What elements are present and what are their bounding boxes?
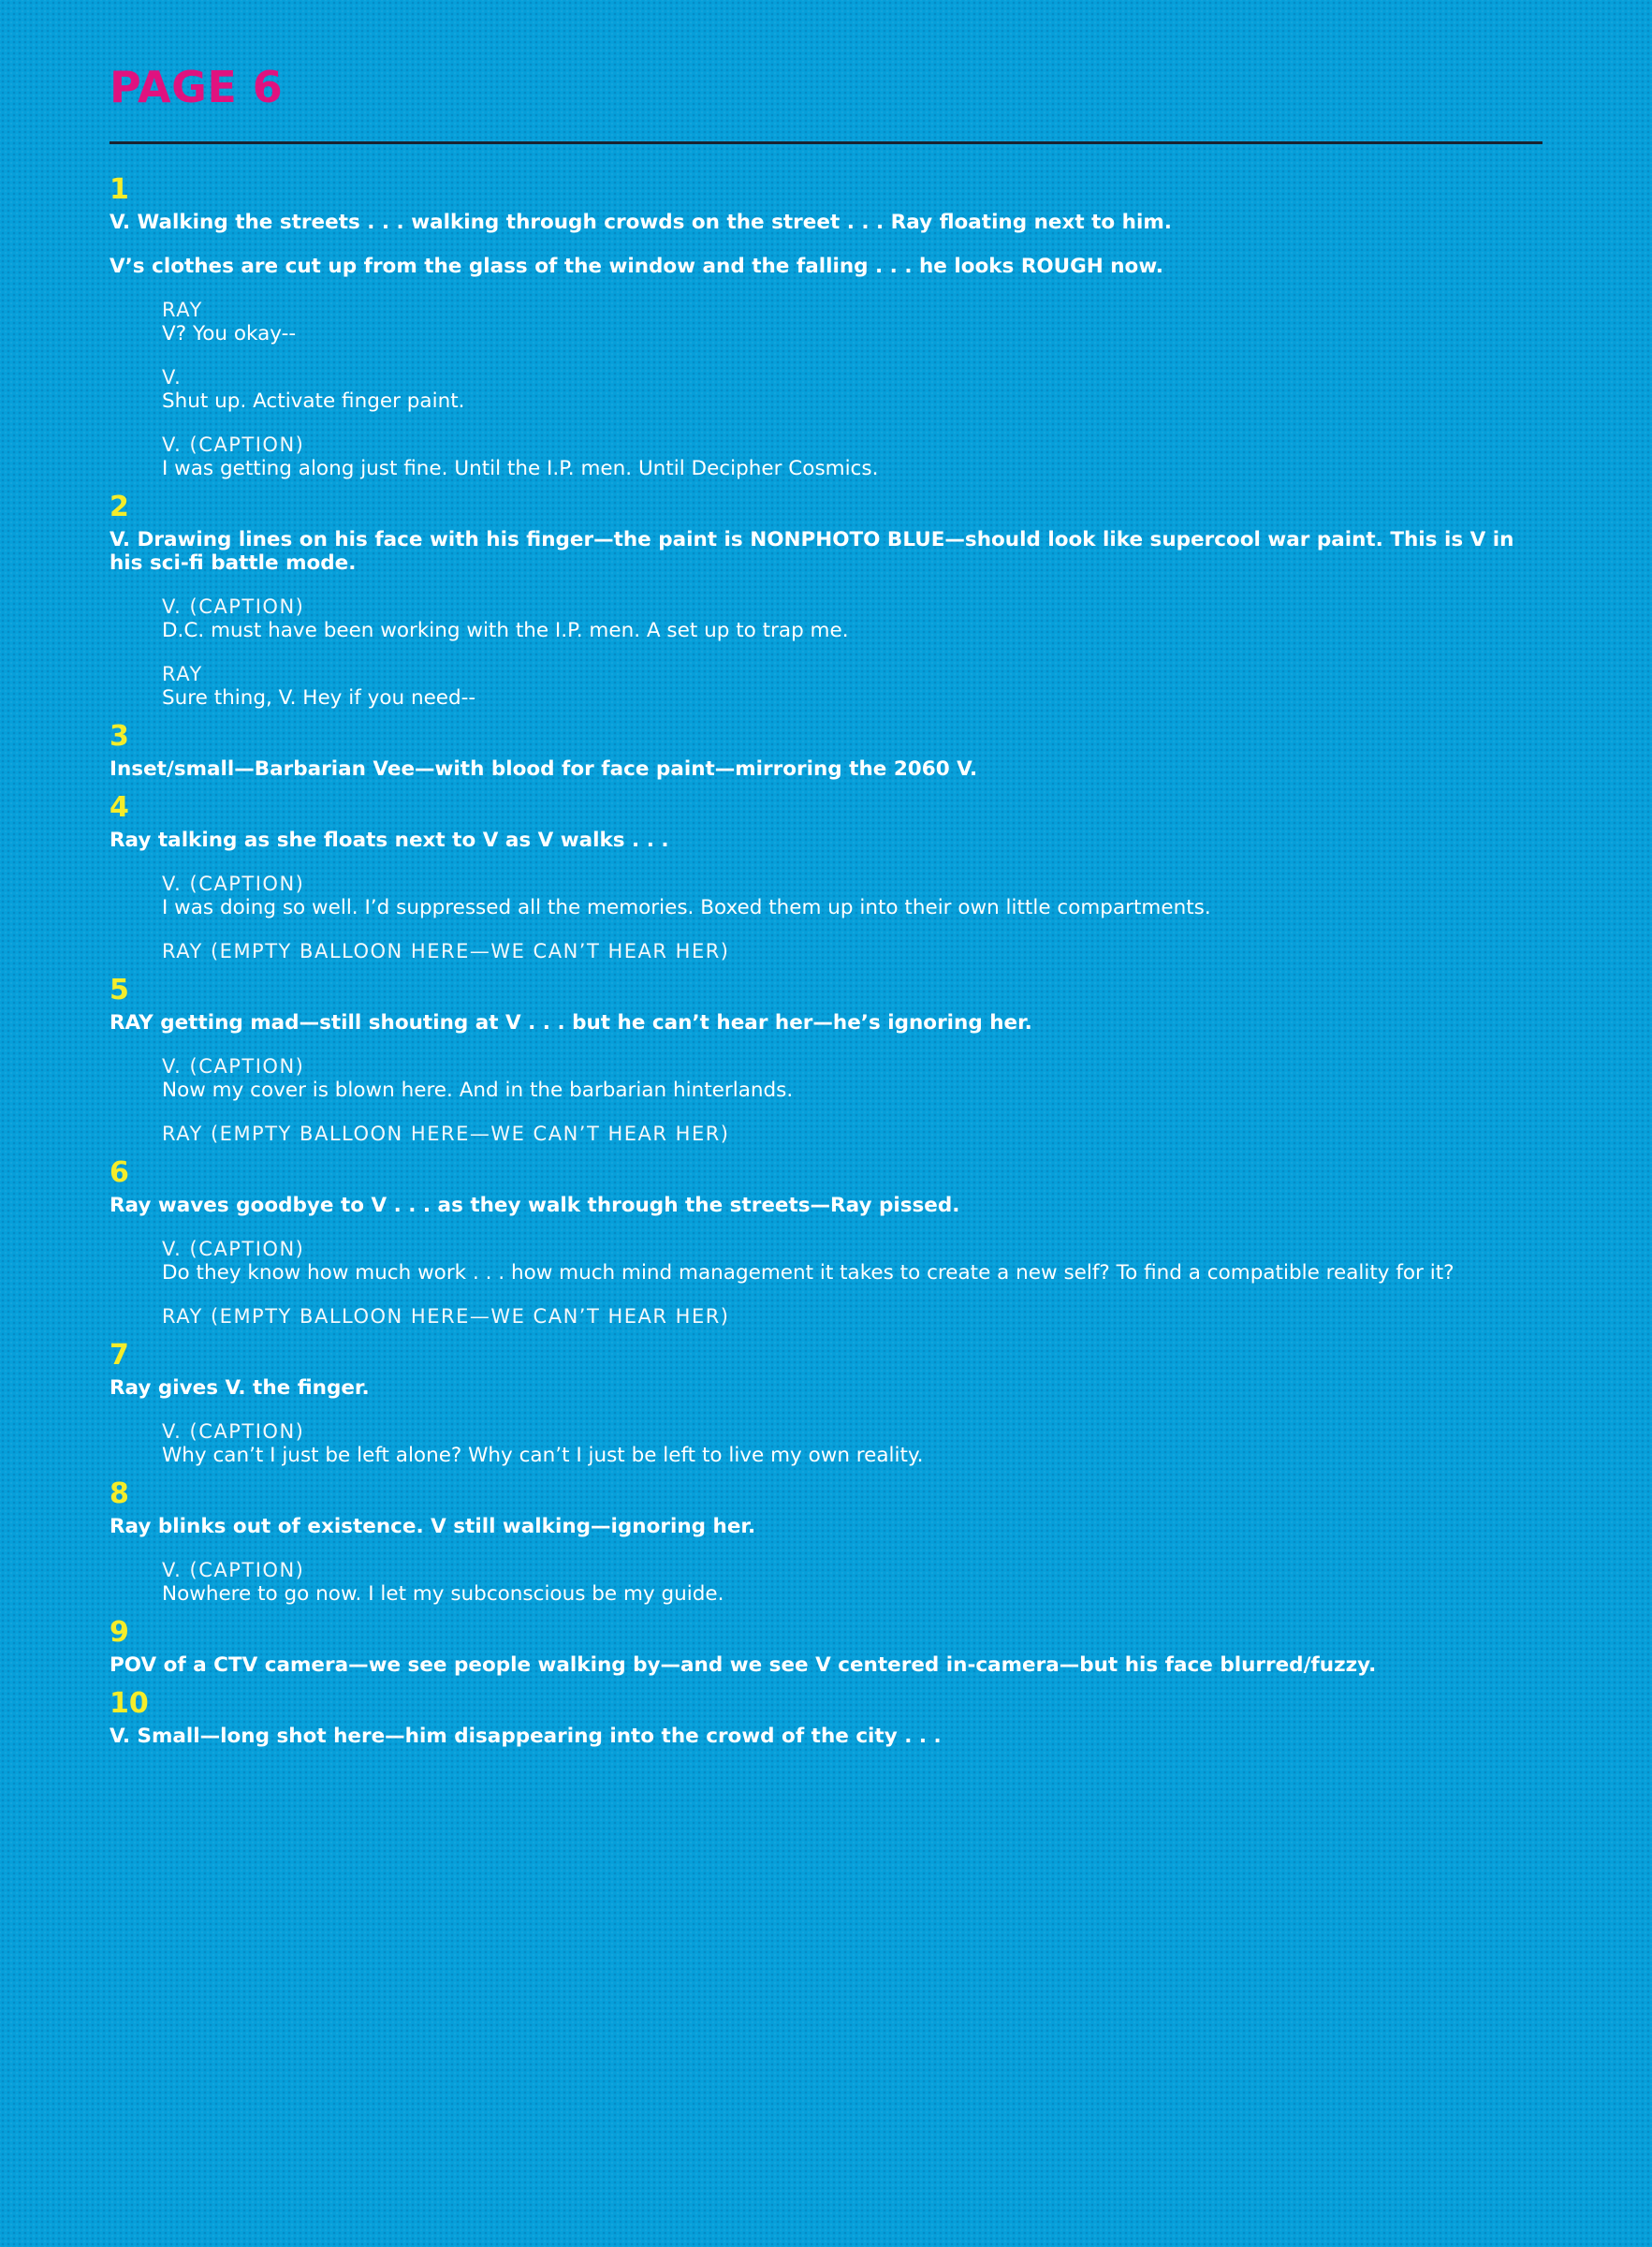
dialogue-line: I was getting along just fine. Until the I.P. men. Until Decipher Cosmics. bbox=[162, 457, 879, 480]
panel-number: 4 bbox=[110, 791, 129, 824]
panel-description: Ray talking as she floats next to V as V walks . . . bbox=[110, 829, 669, 852]
panel-1 bbox=[110, 174, 1542, 480]
speaker-label: RAY (EMPTY BALLOON HERE—WE CAN’T HEAR HER) bbox=[162, 1123, 730, 1145]
speaker-label: V. (CAPTION) bbox=[162, 1420, 305, 1443]
dialogue-line: Sure thing, V. Hey if you need-- bbox=[162, 686, 476, 710]
panel-description: Ray blinks out of existence. V still walking—ignoring her. bbox=[110, 1515, 756, 1538]
speaker-label: V. (CAPTION) bbox=[162, 1238, 305, 1260]
speaker-label: RAY (EMPTY BALLOON HERE—WE CAN’T HEAR HER) bbox=[162, 1305, 730, 1328]
panel-number: 8 bbox=[110, 1477, 129, 1510]
panel-4 bbox=[110, 792, 1542, 963]
speaker-label: V. bbox=[162, 366, 183, 389]
dialogue-line: V? You okay-- bbox=[162, 322, 297, 345]
panel-description: V. Walking the streets . . . walking through crowds on the street . . . Ray floating next to him. bbox=[110, 211, 1172, 234]
speaker-label: RAY bbox=[162, 299, 203, 321]
speaker-label: V. (CAPTION) bbox=[162, 1559, 305, 1581]
panel-description: V. Small—long shot here—him disappearing into the crowd of the city . . . bbox=[110, 1725, 942, 1748]
dialogue-block bbox=[162, 940, 1542, 963]
dialogue-block bbox=[162, 366, 1542, 413]
dialogue-line: Now my cover is blown here. And in the barbarian hinterlands. bbox=[162, 1079, 794, 1102]
panel-description: Ray gives V. the finger. bbox=[110, 1376, 370, 1400]
speaker-label: RAY (EMPTY BALLOON HERE—WE CAN’T HEAR HER) bbox=[162, 940, 730, 962]
panel-number: 1 bbox=[110, 173, 129, 206]
dialogue-line: Nowhere to go now. I let my subconscious be my guide. bbox=[162, 1582, 724, 1606]
panel-description: Inset/small—Barbarian Vee—with blood for face paint—mirroring the 2060 V. bbox=[110, 757, 978, 781]
dialogue-line: Why can’t I just be left alone? Why can’t I just be left to live my own reality. bbox=[162, 1444, 924, 1467]
dialogue-line: Shut up. Activate finger paint. bbox=[162, 389, 465, 413]
dialogue-block bbox=[162, 595, 1542, 642]
dialogue-block bbox=[162, 1238, 1542, 1285]
panel-9 bbox=[110, 1617, 1542, 1677]
panel-2 bbox=[110, 492, 1542, 710]
dialogue-line: Do they know how much work . . . how much mind management it takes to create a new self? To find a compatible reality for it? bbox=[162, 1261, 1455, 1285]
dialogue-block bbox=[162, 873, 1542, 919]
panel-description: V. Drawing lines on his face with his finger—the paint is NONPHOTO BLUE—should look like supercool war paint. This is V in his sci-fi battle mode. bbox=[110, 528, 1514, 575]
panel-number: 7 bbox=[110, 1339, 129, 1372]
page-title: PAGE 6 bbox=[110, 62, 284, 112]
dialogue-line: I was doing so well. I’d suppressed all the memories. Boxed them up into their own little compartments. bbox=[162, 896, 1211, 919]
panel-number: 3 bbox=[110, 720, 129, 753]
dialogue-block bbox=[162, 299, 1542, 345]
panel-number: 9 bbox=[110, 1616, 129, 1649]
dialogue-line: D.C. must have been working with the I.P. men. A set up to trap me. bbox=[162, 619, 849, 642]
speaker-label: V. (CAPTION) bbox=[162, 595, 305, 618]
dialogue-block bbox=[162, 433, 1542, 480]
speaker-label: V. (CAPTION) bbox=[162, 433, 305, 456]
panel-number: 2 bbox=[110, 491, 129, 523]
panel-description: RAY getting mad—still shouting at V . . . but he can’t hear her—he’s ignoring her. bbox=[110, 1011, 1032, 1035]
dialogue-block bbox=[162, 1055, 1542, 1102]
speaker-label: V. (CAPTION) bbox=[162, 1055, 305, 1078]
panel-number: 5 bbox=[110, 974, 129, 1006]
dialogue-block bbox=[162, 1123, 1542, 1146]
dialogue-block bbox=[162, 1420, 1542, 1467]
panel-5 bbox=[110, 975, 1542, 1146]
panel-description: Ray waves goodbye to V . . . as they walk through the streets—Ray pissed. bbox=[110, 1194, 960, 1217]
speaker-label: RAY bbox=[162, 663, 203, 685]
panel-number: 10 bbox=[110, 1687, 149, 1720]
panel-description: POV of a CTV camera—we see people walking by—and we see V centered in-camera—but his face blurred/fuzzy. bbox=[110, 1653, 1377, 1677]
speaker-label: V. (CAPTION) bbox=[162, 873, 305, 895]
panel-description: V’s clothes are cut up from the glass of the window and the falling . . . he looks ROUGH now. bbox=[110, 255, 1163, 278]
title-divider bbox=[110, 141, 1542, 144]
panel-3 bbox=[110, 721, 1542, 781]
panel-list bbox=[110, 174, 1542, 1759]
dialogue-block bbox=[162, 1559, 1542, 1606]
dialogue-block bbox=[162, 663, 1542, 710]
dialogue-block bbox=[162, 1305, 1542, 1329]
panel-number: 6 bbox=[110, 1156, 129, 1189]
panel-10 bbox=[110, 1688, 1542, 1748]
panel-6 bbox=[110, 1157, 1542, 1329]
panel-8 bbox=[110, 1478, 1542, 1606]
panel-7 bbox=[110, 1340, 1542, 1467]
